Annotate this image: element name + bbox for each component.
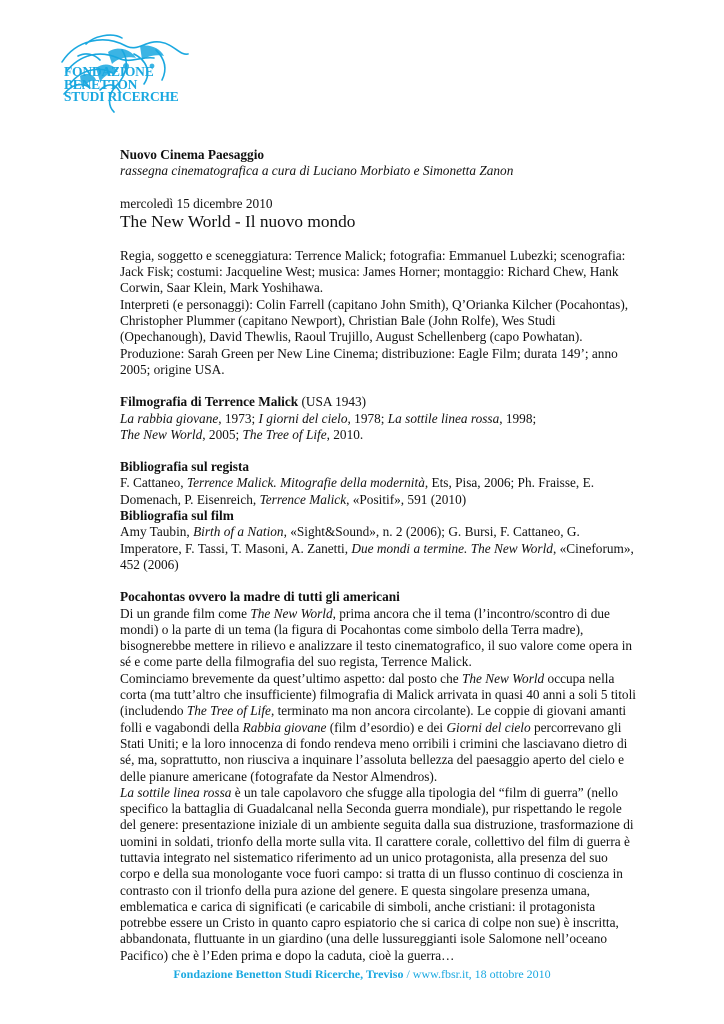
bib-dir-title-2: Terrence Malick (259, 491, 347, 507)
logo-text (64, 66, 179, 104)
logo-line-1: FONDAZIONE (64, 64, 154, 79)
curators-line: rassegna cinematografica a cura di Luciano Morbiato e Simonetta Zanon (120, 163, 514, 179)
essay-p3-a: è un tale capolavoro che sfugge alla tipologia del “film di guerra” (nello specifico la battaglia di Guadalcanal nella Seconda guerra mondiale), pur rispettando le regole del genere: presentazione iniziale di un ambiente seguita dalla sua distruzione, trasformazione di uomini in soldati, trionfo della morte sulla vita. Il carattere corale, collettivo del film di guerra è tuttavia integrato nel sistematico riferimento ad un unico protagonista, alla presenza del suo corpo e della sua monologante voce fuori campo: si tratta di un flusso continuo di coscienza in contrasto con il trionfo della pura azione del genere. E questa singolare presenza umana, emblematica e carica di significati (e caricabile di simboli, anche cristiani: il protagonista potrebbe essere un Cristo in quanto capro espiatorio che si carica di colpe non sue) è inscritta, abbandonata, fluttuante in un giardino (una delle lussureggianti isole Salomone nell’oceano Pacifico) che è l’Eden prima e dopo la caduta, cioè la guerra… (120, 784, 634, 963)
essay-p2-title-3: Rabbia giovane (242, 719, 327, 735)
filmography-list (120, 411, 640, 444)
film-title: The New World - Il nuovo mondo (120, 211, 356, 231)
film-5: The Tree of Life (242, 426, 327, 442)
production-credits: Produzione: Sarah Green per New Line Cinema; distribuzione: Eagle Film; durata 149’; anno 2005; origine USA. (120, 345, 618, 377)
bib-film-part-1: Amy Taubin, (120, 524, 194, 540)
essay-paragraph-3 (120, 785, 640, 964)
bibliography-film-text (120, 524, 640, 573)
film-1: La rabbia giovane (120, 410, 219, 426)
essay-paragraph-1 (120, 606, 640, 671)
essay-p2-c: , terminato ma non ancora circolante). Le coppie di giovani amanti folli e vagabondi della (120, 703, 627, 735)
essay-p2-e: percorrevano gli Stati Uniti; e la loro innocenza di fondo rendeva meno orribili i crimini che lasciavano dietro di sé, ma, soprattutto, non riusciva a inquinare l’assoluta bellezza del paesaggio aperto del cielo e delle pianure americane (fotografate da Nestor Almendros). (120, 719, 628, 784)
essay-p2-d: (film d’esordio) e dei (326, 719, 447, 735)
essay-p2-title-4: Giorni del cielo (446, 719, 531, 735)
essay-p2-b: occupa nella corta (ma tutt’altro che insufficiente) filmografia di Malick arrivata in quasi 40 anni a soli 5 titoli (includendo (120, 670, 636, 719)
filmography-heading (120, 394, 640, 410)
logo-line-2: BENETTON (64, 76, 138, 92)
page-footer (0, 967, 724, 982)
bibliography-director-heading: Bibliografia sul regista (120, 459, 250, 475)
essay-p2-title-2: The Tree of Life (186, 703, 271, 719)
essay-p1-title: The New World (250, 605, 333, 621)
crew-credits: Regia, soggetto e sceneggiatura: Terrence Malick; fotografia: Emmanuel Lubezki; scenografia: Jack Fisk; costumi: Jacqueline West; musica: James Horner; montaggio: Richard Chew, Hank Corwin, Saar Klein, Mark Yoshihawa. (120, 247, 626, 296)
essay-p2-a: Cominciamo brevemente da quest’ultimo aspetto: dal posto che (120, 670, 462, 686)
footer-website-date: www.fbsr.it, 18 ottobre 2010 (412, 967, 551, 981)
bib-dir-part-3: , «Positif», 591 (2010) (346, 491, 467, 507)
bib-film-part-2: , «Sight&Sound», n. 2 (2006); G. Bursi, F. Cattaneo, G. Imperatore, F. Tassi, T. Masoni, A. Zanetti, (120, 524, 580, 556)
document-body (120, 147, 640, 964)
essay-p3-title: La sottile linea rossa (120, 784, 232, 800)
filmography-title: Filmografia di Terrence Malick (120, 394, 299, 410)
film-3-year: , 1998; (499, 410, 537, 426)
film-2-year: , 1978; (347, 410, 388, 426)
film-3: La sottile linea rossa (387, 410, 500, 426)
film-5-year: , 2010. (326, 426, 364, 442)
bibliography-film-heading: Bibliografia sul film (120, 508, 234, 524)
series-title: Nuovo Cinema Paesaggio (120, 147, 265, 162)
bib-dir-part-2: , Ets, Pisa, 2006; Ph. Fraisse, E. Domenach, P. Eisenreich, (120, 475, 595, 507)
bib-film-part-3: , «Cineforum», 452 (2006) (120, 540, 634, 572)
bibliography-director-text (120, 475, 640, 508)
logo-line-3: STUDI RICERCHE (64, 89, 179, 104)
cast-credits: Interpreti (e personaggi): Colin Farrell (capitano John Smith), Q’Orianka Kilcher (Pocahontas), Christopher Plummer (capitano Newport), Christian Bale (John Rolfe), Wes Studi (Opechanough), David Thewlis, Raoul Trujillo, August Schellenberg (capo Powhatan). (120, 296, 629, 345)
film-2: I giorni del cielo (258, 410, 348, 426)
screening-date: mercoledì 15 dicembre 2010 (120, 195, 273, 211)
bib-film-title-2: Due mondi a termine. The New World (351, 540, 553, 556)
essay-heading: Pocahontas ovvero la madre di tutti gli americani (120, 589, 400, 605)
bib-dir-title-1: Terrence Malick. Mitografie della modernità (186, 475, 425, 491)
filmography-suffix: (USA 1943) (298, 394, 367, 410)
film-4: The New World (120, 426, 203, 442)
film-4-year: , 2005; (202, 426, 243, 442)
bib-dir-part-1: F. Cattaneo, (120, 475, 187, 491)
bib-film-title-1: Birth of a Nation (193, 524, 284, 540)
essay-p1-b: , prima ancora che il tema (l’incontro/scontro di due mondi) o la parte di un tema (la figura di Pocahontas come simbolo della Terra madre), bisognerebbe mettere in rilievo e analizzare il testo cinematografico, il suo valore come opera in sé e come parte della filmografia del suo regista, Terrence Malick. (120, 605, 633, 670)
essay-paragraph-2 (120, 671, 640, 785)
essay-p1-a: Di un grande film come (120, 605, 251, 621)
film-1-year: , 1973; (218, 410, 259, 426)
footer-separator: / (403, 967, 413, 981)
footer-org: Fondazione Benetton Studi Ricerche, Treviso (173, 967, 404, 981)
essay-p2-title-1: The New World (461, 670, 545, 686)
